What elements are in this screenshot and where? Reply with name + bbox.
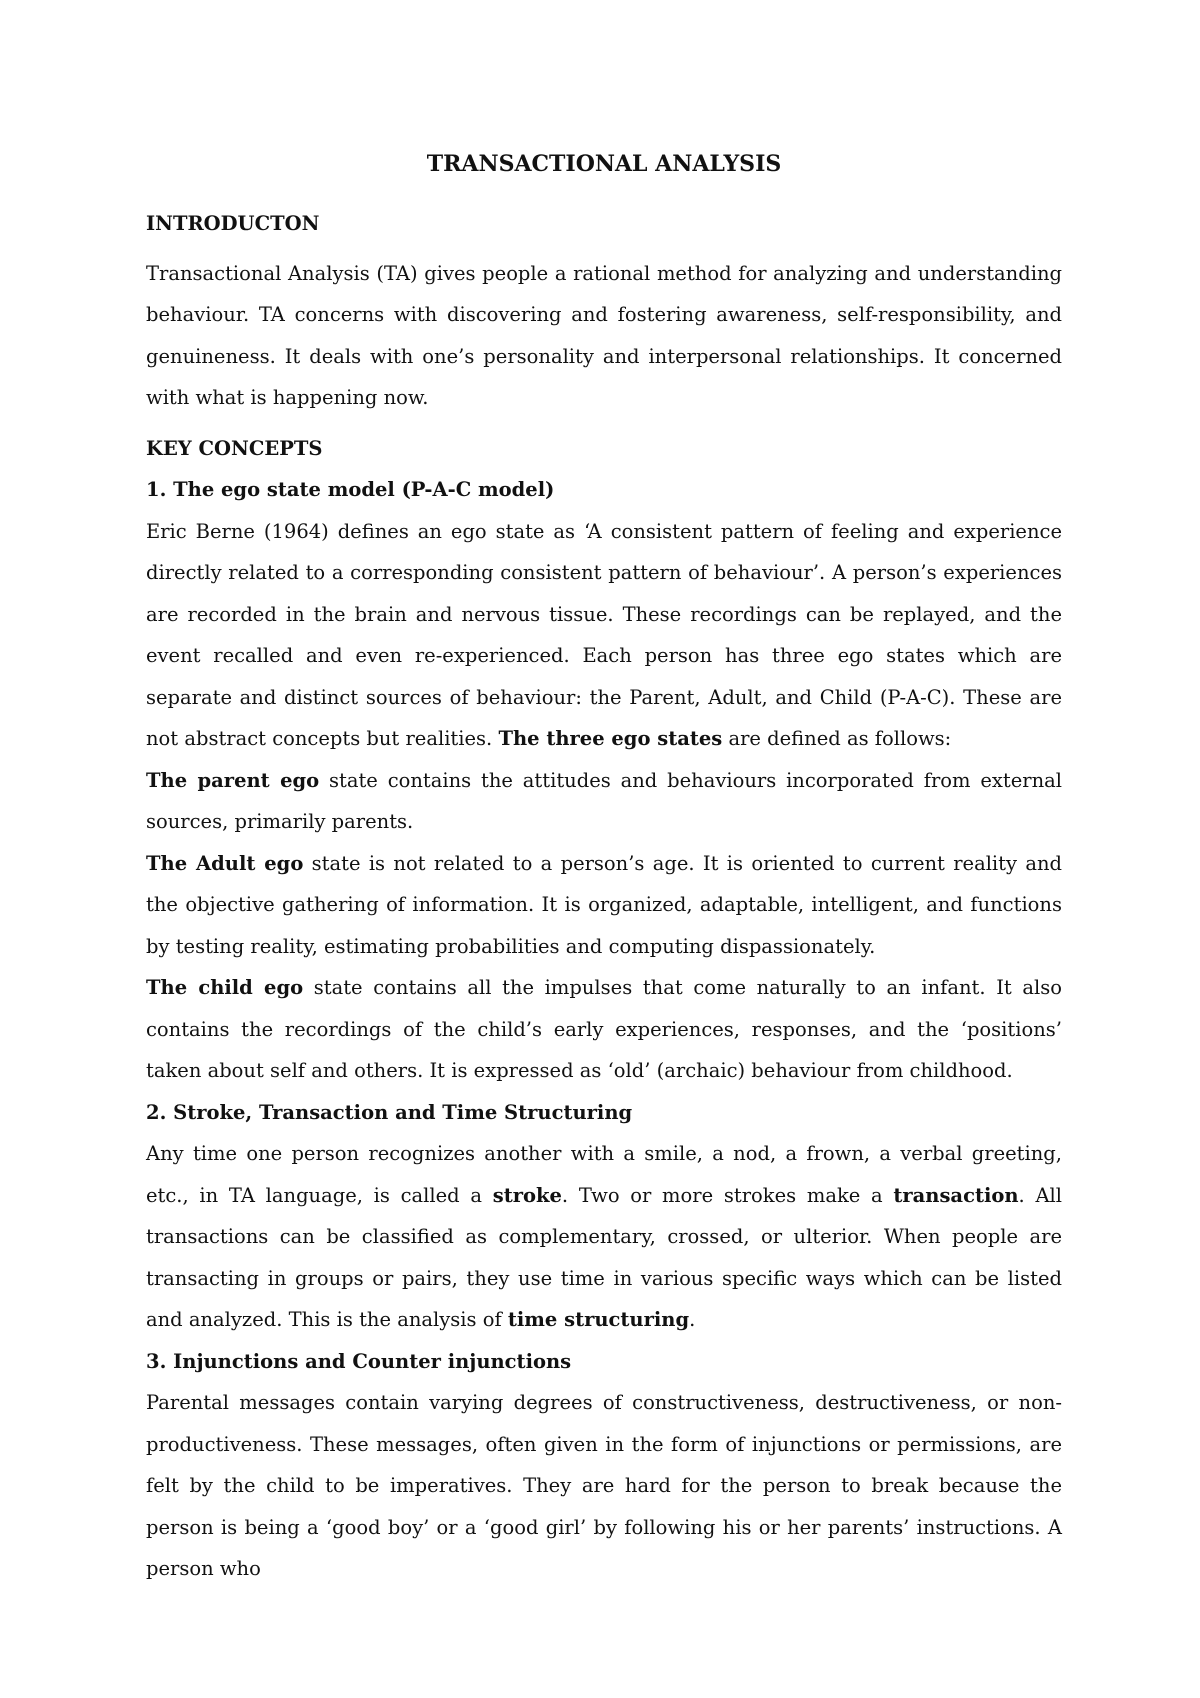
- key-concepts-heading: KEY CONCEPTS: [146, 436, 323, 460]
- section-3-paragraph: Parental messages contain varying degrees of constructiveness, destructiveness, or non-productiveness. These messages, often given in the form of injunctions or permissions, are felt by the child to be imperatives. They are hard for the person to break because the person is being a ‘good boy’ or a ‘good girl’ by following his or her parents’ instructions. A person who: [146, 1391, 1062, 1580]
- adult-ego-text: state is not related to a person’s age. It is oriented to current reality and the objective gathering of information. It is organized, adaptable, intelligent, and functions by testing reality, estimating probabilities and computing dispassionately.: [146, 851, 1063, 958]
- child-ego-paragraph: [146, 967, 1062, 1092]
- section-2-paragraph: [146, 1133, 1062, 1341]
- page-title: TRANSACTIONAL ANALYSIS: [426, 151, 782, 177]
- section-1-heading: 1. The ego state model (P-A-C model): [146, 478, 555, 501]
- parent-ego-term: The parent ego: [146, 768, 320, 792]
- stroke-term: stroke: [492, 1183, 562, 1207]
- section-2-heading: 2. Stroke, Transaction and Time Structuring: [146, 1100, 633, 1124]
- intro-heading: INTRODUCTON: [146, 212, 320, 235]
- parent-ego-paragraph: [146, 760, 1062, 843]
- intro-paragraph: Transactional Analysis (TA) gives people a rational method for analyzing and understanding behaviour. TA concerns with discovering and fostering awareness, self-responsibility, and genuineness. It deals with one’s personality and interpersonal relationships. It concerned with what is happening now.: [146, 261, 1062, 409]
- section-2-text-1: Any time one person recognizes another with a smile, a nod, a frown, a verbal greeting, etc., in TA language, is called a: [146, 1142, 1062, 1207]
- section-1-text-end: are defined as follows:: [722, 727, 952, 750]
- transaction-term: transaction: [893, 1183, 1019, 1207]
- section-1-paragraph: [146, 511, 1062, 760]
- adult-ego-term: The Adult ego: [146, 851, 304, 875]
- child-ego-term: The child ego: [146, 976, 304, 999]
- section-2-text-4: .: [689, 1308, 696, 1331]
- child-ego-text: state contains all the impulses that come naturally to an infant. It also contains the recordings of the child’s early experiences, responses, and the ‘positions’ taken about self and others. It is expressed as ‘old’ (archaic) behaviour from childhood.: [146, 976, 1062, 1082]
- section-2-text-2: . Two or more strokes make a: [561, 1183, 894, 1207]
- section-3-heading: 3. Injunctions and Counter injunctions: [146, 1349, 572, 1373]
- section-2-text-3: . All transactions can be classified as complementary, crossed, or ulterior. When people are transacting in groups or pairs, they use time in various specific ways which can be listed and analyzed. This is the analysis of: [146, 1183, 1063, 1331]
- time-structuring-term: time structuring: [507, 1308, 690, 1331]
- adult-ego-paragraph: [146, 843, 1062, 968]
- parent-ego-text: state contains the attitudes and behaviours incorporated from external sources, primarily parents.: [146, 768, 1062, 833]
- section-1-text: Eric Berne (1964) defines an ego state as ‘A consistent pattern of feeling and experience directly related to a corresponding consistent pattern of behaviour’. A person’s experiences are recorded in the brain and nervous tissue. These recordings can be replayed, and the event recalled and even re-experienced. Each person has three ego states which are separate and distinct sources of behaviour: the Parent, Adult, and Child (P-A-C). These are not abstract concepts but realities.: [146, 519, 1062, 750]
- three-ego-states-term: The three ego states: [498, 727, 723, 750]
- document-body: [146, 148, 1062, 1590]
